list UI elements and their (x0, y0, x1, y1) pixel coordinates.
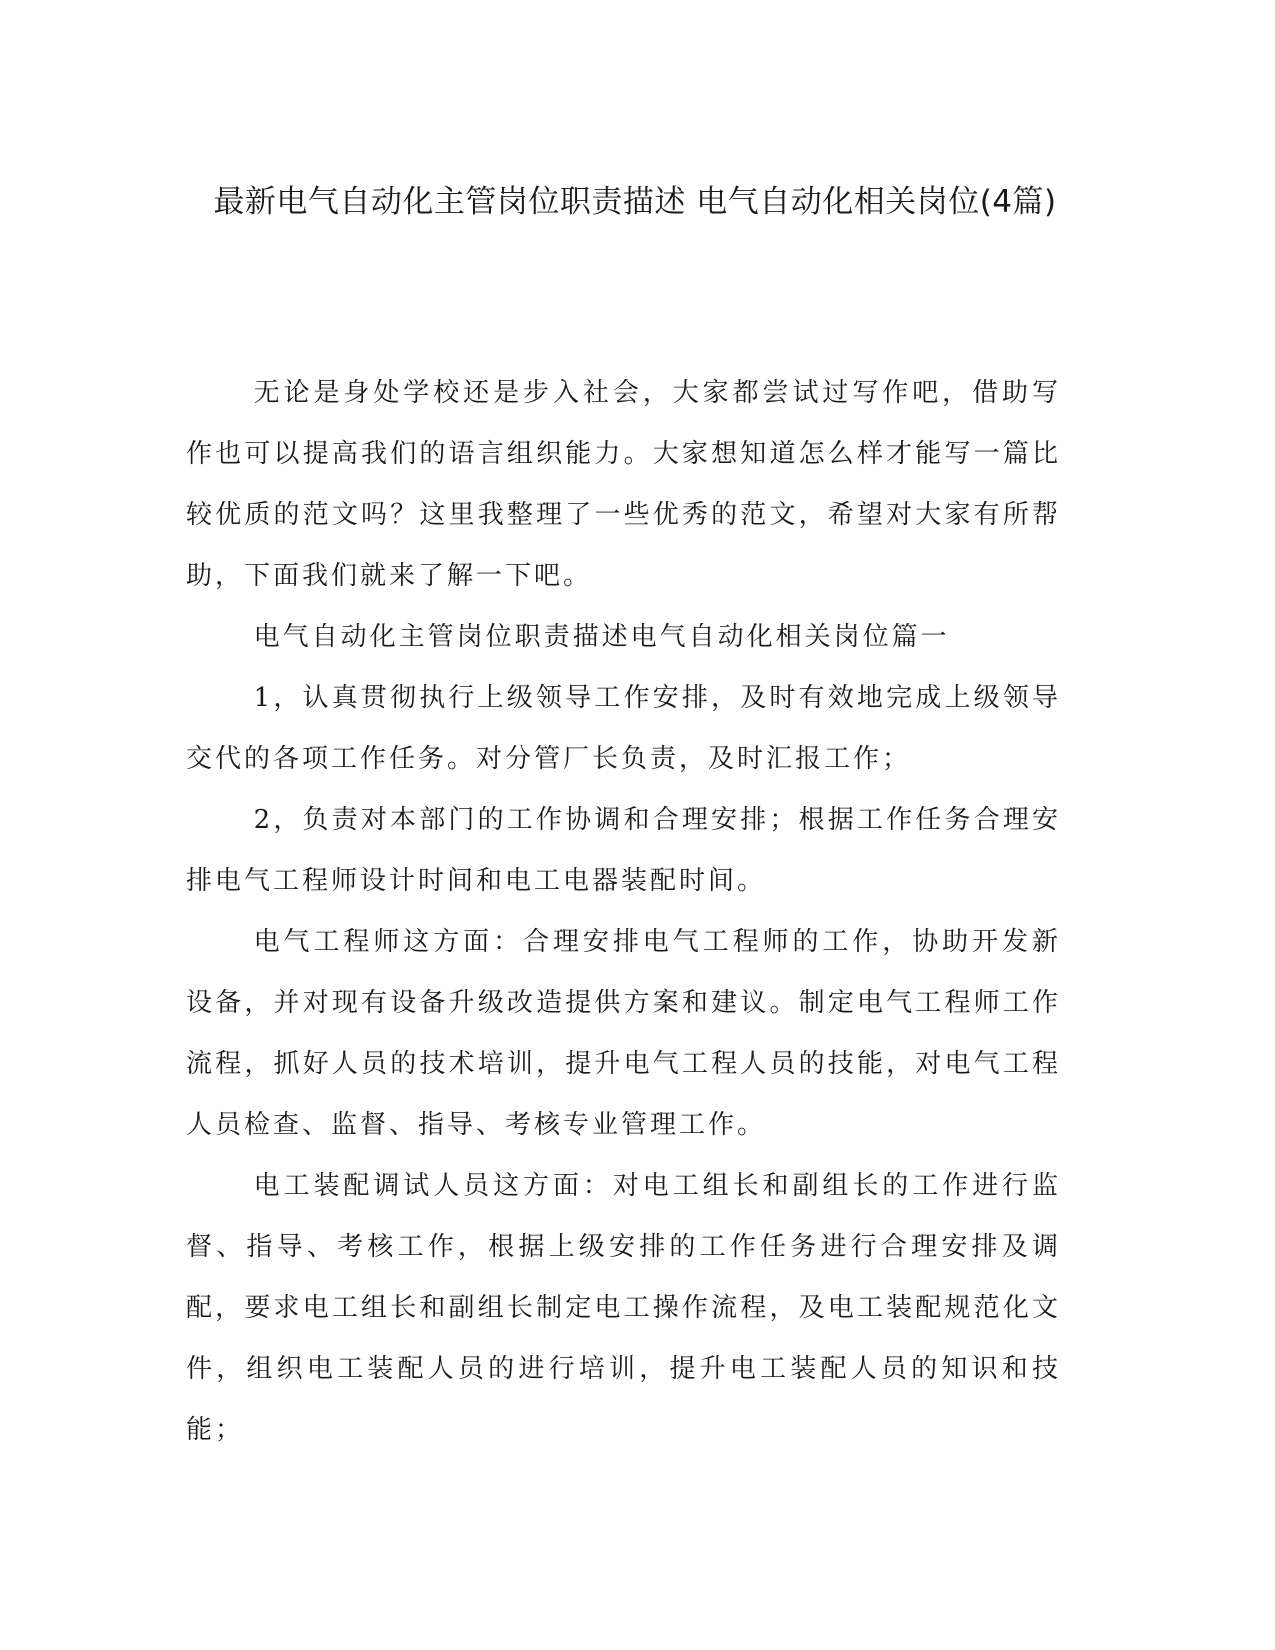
paragraph-item-2: 2，负责对本部门的工作协调和合理安排；根据工作任务合理安排电气工程师设计时间和电工电器装配时间。 (186, 805, 1061, 896)
paragraph-intro: 无论是身处学校还是步入社会，大家都尝试过写作吧，借助写作也可以提高我们的语言组织能力。大家想知道怎么样才能写一篇比较优质的范文吗？这里我整理了一些优秀的范文，希望对大家有所帮助，下面我们就来了解一下吧。 (186, 378, 1061, 591)
paragraph-item-1: 1，认真贯彻执行上级领导工作安排，及时有效地完成上级领导交代的各项工作任务。对分管厂长负责，及时汇报工作； (186, 683, 1061, 774)
document-body (186, 363, 1061, 1461)
paragraph-assembly-staff: 电工装配调试人员这方面：对电工组长和副组长的工作进行监督、指导、考核工作，根据上级安排的工作任务进行合理安排及调配，要求电工组长和副组长制定电工操作流程，及电工装配规范化文件，组织电工装配人员的进行培训，提升电工装配人员的知识和技能； (186, 1171, 1061, 1445)
document-title: 最新电气自动化主管岗位职责描述 电气自动化相关岗位(4篇) (213, 184, 1057, 220)
section-heading: 电气自动化主管岗位职责描述电气自动化相关岗位篇一 (253, 622, 950, 652)
paragraph-electrical-engineer: 电气工程师这方面：合理安排电气工程师的工作，协助开发新设备，并对现有设备升级改造提供方案和建议。制定电气工程师工作流程，抓好人员的技术培训，提升电气工程人员的技能，对电气工程人员检查、监督、指导、考核专业管理工作。 (186, 927, 1061, 1140)
